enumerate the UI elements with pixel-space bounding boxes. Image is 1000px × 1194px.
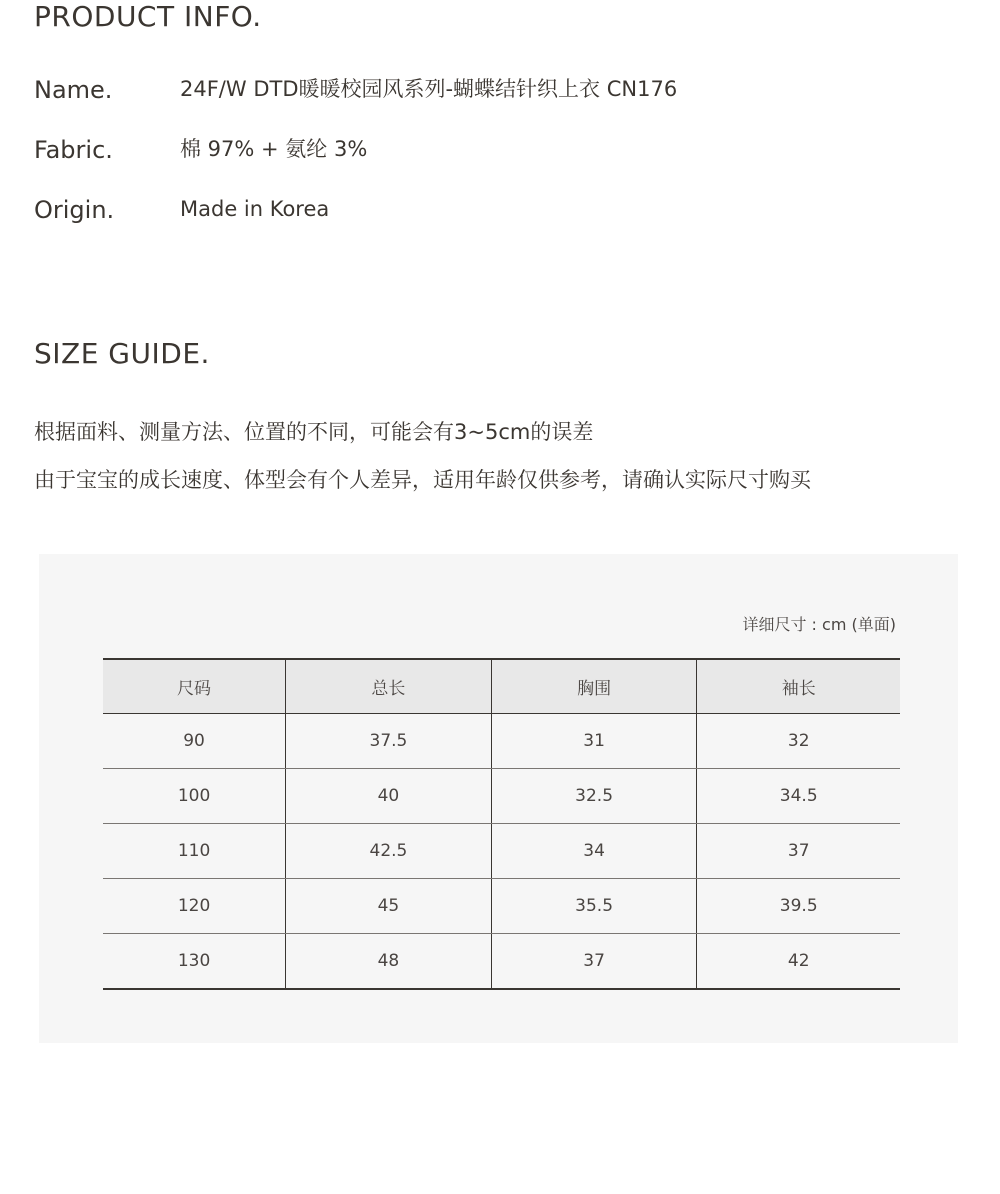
cell-chest: 35.5 xyxy=(491,879,697,934)
product-info-title: PRODUCT INFO. xyxy=(34,0,262,33)
cell-size: 130 xyxy=(103,934,286,990)
fabric-row xyxy=(34,138,934,178)
cell-size: 110 xyxy=(103,824,286,879)
origin-value: Made in Korea xyxy=(180,197,330,221)
cell-length: 48 xyxy=(286,934,492,990)
size-guide-title: SIZE GUIDE. xyxy=(34,337,210,370)
unit-note: 详细尺寸 : cm (单面) xyxy=(742,615,896,634)
cell-length: 42.5 xyxy=(286,824,492,879)
origin-label: Origin. xyxy=(34,196,115,224)
cell-chest: 32.5 xyxy=(491,769,697,824)
size-note-2: 由于宝宝的成长速度、体型会有个人差异，适用年龄仅供参考，请确认实际尺寸购买 xyxy=(34,468,811,492)
column-header-sleeve: 袖长 xyxy=(697,659,900,714)
cell-chest: 31 xyxy=(491,714,697,769)
cell-chest: 34 xyxy=(491,824,697,879)
cell-chest: 37 xyxy=(491,934,697,990)
cell-sleeve: 34.5 xyxy=(697,769,900,824)
cell-sleeve: 42 xyxy=(697,934,900,990)
cell-sleeve: 32 xyxy=(697,714,900,769)
fabric-value: 棉 97% + 氨纶 3% xyxy=(180,137,368,161)
name-value: 24F/W DTD暖暖校园风系列-蝴蝶结针织上衣 CN176 xyxy=(180,77,678,101)
cell-length: 40 xyxy=(286,769,492,824)
size-note-1: 根据面料、测量方法、位置的不同，可能会有3~5cm的误差 xyxy=(34,420,594,444)
name-row xyxy=(34,78,934,118)
table-row xyxy=(103,714,900,769)
table-row xyxy=(103,824,900,879)
column-header-chest: 胸围 xyxy=(491,659,697,714)
cell-size: 90 xyxy=(103,714,286,769)
size-table-panel xyxy=(39,554,958,1043)
origin-row xyxy=(34,198,934,238)
table-row xyxy=(103,769,900,824)
cell-length: 45 xyxy=(286,879,492,934)
table-row xyxy=(103,934,900,990)
name-label: Name. xyxy=(34,76,113,104)
column-header-size: 尺码 xyxy=(103,659,286,714)
cell-size: 120 xyxy=(103,879,286,934)
cell-size: 100 xyxy=(103,769,286,824)
size-table xyxy=(103,658,900,990)
column-header-length: 总长 xyxy=(286,659,492,714)
fabric-label: Fabric. xyxy=(34,136,113,164)
table-row xyxy=(103,879,900,934)
cell-length: 37.5 xyxy=(286,714,492,769)
cell-sleeve: 39.5 xyxy=(697,879,900,934)
cell-sleeve: 37 xyxy=(697,824,900,879)
table-header-row xyxy=(103,659,900,714)
